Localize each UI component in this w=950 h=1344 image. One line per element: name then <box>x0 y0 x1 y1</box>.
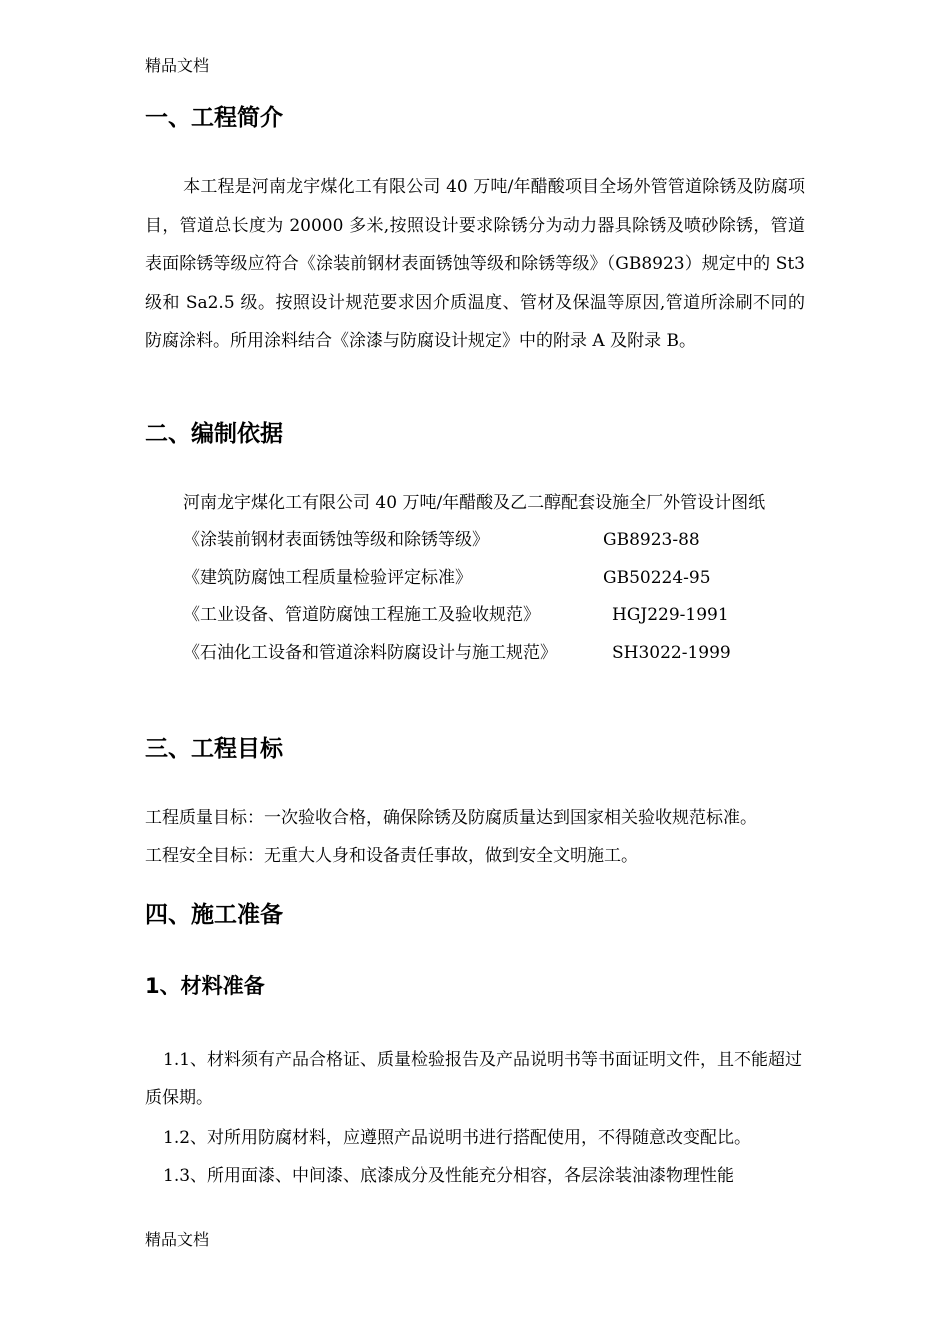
basis-item-code: SH3022-1999 <box>612 642 731 663</box>
project-intro-paragraph <box>145 168 805 361</box>
section-title-project-intro: 一、工程简介 <box>145 105 283 131</box>
material-item <box>145 1041 807 1117</box>
material-item-text: 1.2、对所用防腐材料，应遵照产品说明书进行搭配使用，不得随意改变配比。 <box>163 1128 752 1148</box>
basis-item-name: 《石油化工设备和管道涂料防腐设计与施工规范》 <box>183 642 557 663</box>
basis-item-code: HGJ229-1991 <box>612 605 729 625</box>
page-header-label: 精品文档 <box>145 56 210 75</box>
section-title-preparation: 四、施工准备 <box>145 902 283 928</box>
basis-item <box>183 560 807 598</box>
basis-item <box>183 522 807 560</box>
quality-goal-text: 工程质量目标：一次验收合格，确保除锈及防腐质量达到国家相关验收规范标准。 <box>145 808 757 828</box>
basis-list <box>183 485 807 672</box>
basis-drawings-text: 河南龙宇煤化工有限公司 40 万吨/年醋酸及乙二醇配套设施全厂外管设计图纸 <box>183 493 766 513</box>
section-title-goals: 三、工程目标 <box>145 736 283 762</box>
basis-item-name: 《建筑防腐蚀工程质量检验评定标准》 <box>183 567 472 588</box>
basis-item-code: GB50224-95 <box>603 567 711 588</box>
safety-goal-text: 工程安全目标：无重大人身和设备责任事故，做到安全文明施工。 <box>145 846 638 866</box>
subsection-title-materials: 1、材料准备 <box>145 974 265 998</box>
basis-item-name: 《涂装前钢材表面锈蚀等级和除锈等级》 <box>183 530 489 550</box>
basis-item <box>183 635 807 673</box>
basis-item <box>183 597 807 635</box>
basis-item-code: GB8923-88 <box>603 530 700 550</box>
material-item <box>145 1119 807 1157</box>
basis-item-name: 《工业设备、管道防腐蚀工程施工及验收规范》 <box>183 605 540 625</box>
material-item-text: 1.3、所用面漆、中间漆、底漆成分及性能充分相容，各层涂装油漆物理性能 <box>163 1166 735 1186</box>
material-item <box>145 1157 807 1195</box>
page-footer-label: 精品文档 <box>145 1230 210 1249</box>
project-intro-text: 本工程是河南龙宇煤化工有限公司 40 万吨/年醋酸项目全场外管管道除锈及防腐项目，管道总长度为 20000 多米,按照设计要求除锈分为动力器具除锈及喷砂除锈，管道表面除锈等级应符合《涂装前钢材表面锈蚀等级和除锈等级》（GB8923）规定中的 St3 级和 Sa2.5 级。按照设计规范要求因介质温度、管材及保温等原因,管道所涂刷不同的防腐涂料。所用涂料结合《涂漆与防腐设计规定》中的附录 A 及附录 B。 <box>145 177 805 352</box>
material-item-text: 1.1、材料须有产品合格证、质量检验报告及产品说明书等书面证明文件，且不能超过质保期。 <box>145 1050 803 1108</box>
section-title-basis: 二、编制依据 <box>145 421 283 447</box>
